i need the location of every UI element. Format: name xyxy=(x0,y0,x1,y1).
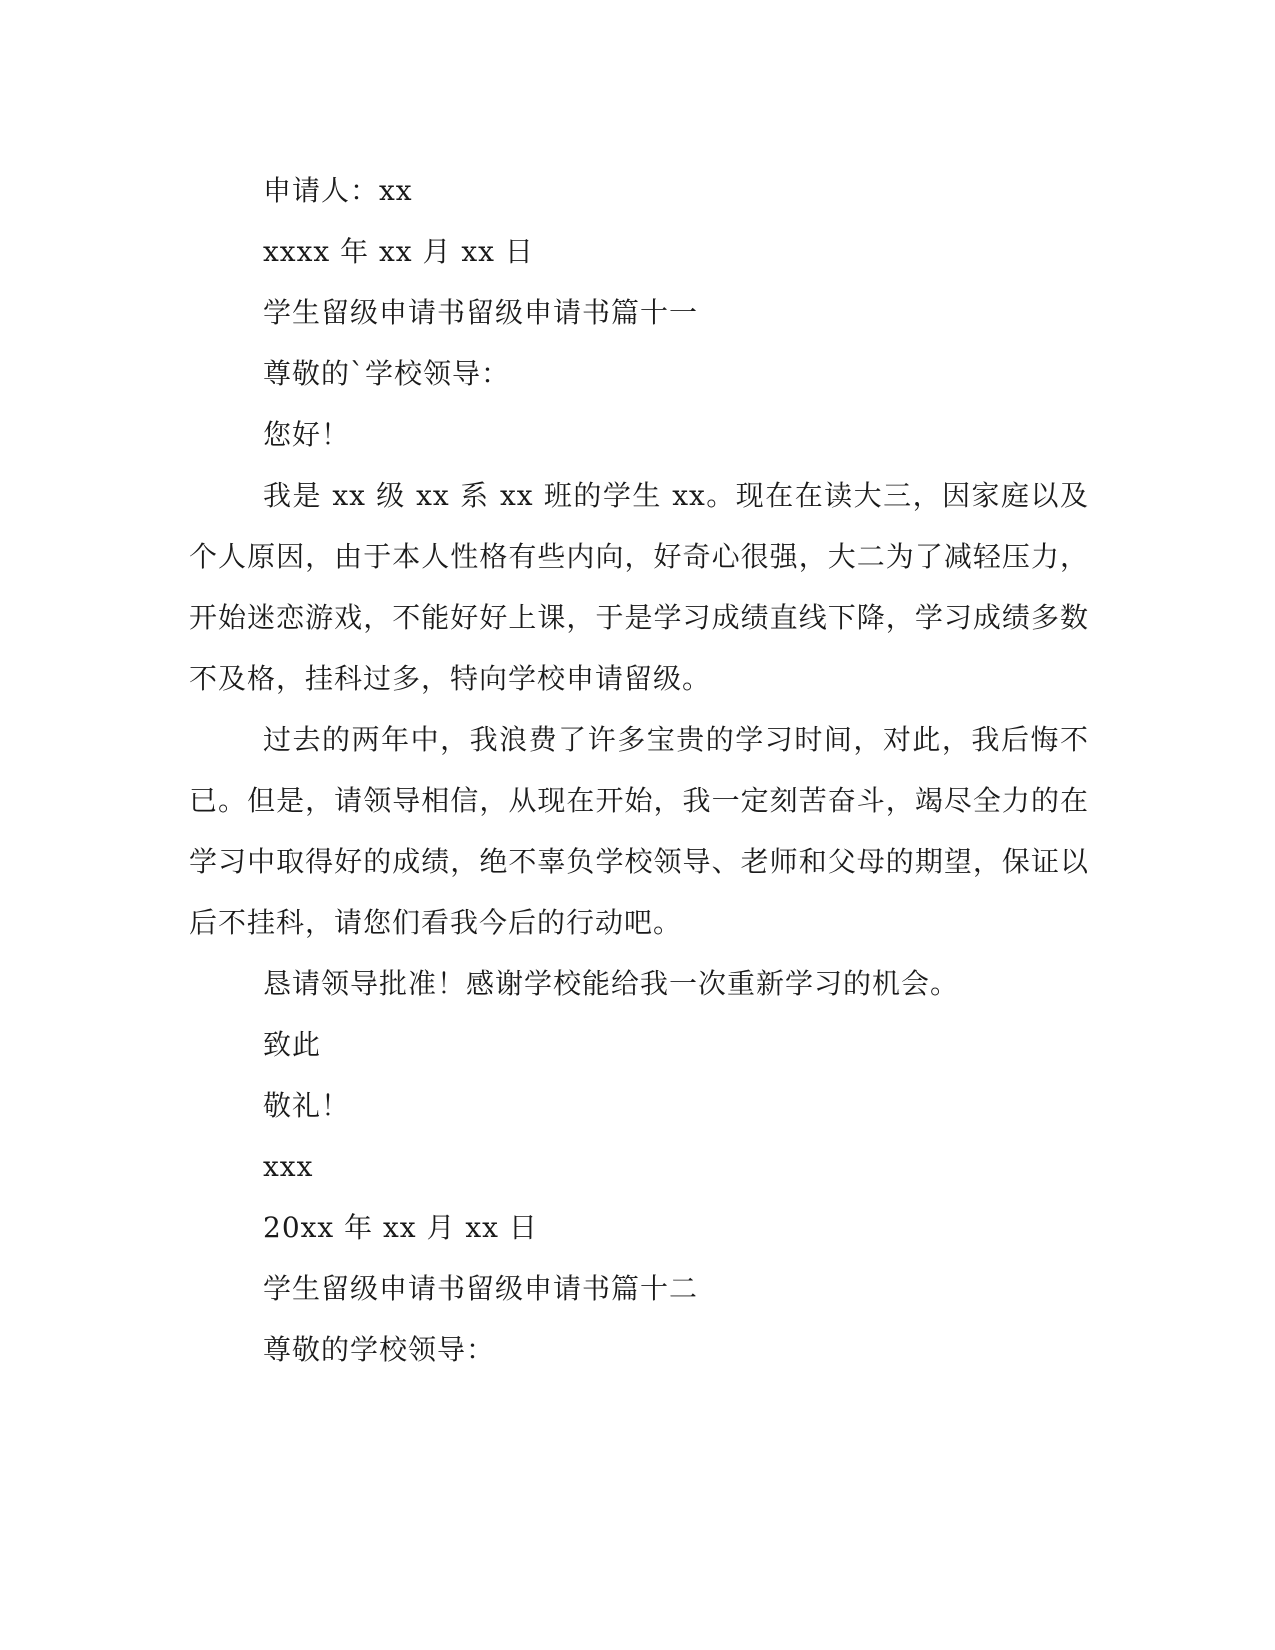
body-paragraph-1: 我是 xx 级 xx 系 xx 班的学生 xx。现在在读大三，因家庭以及个人原因，由于本人性格有些内向，好奇心很强，大二为了减轻压力，开始迷恋游戏，不能好好上课，于是学习成绩直线下降，学习成绩多数不及格，挂科过多，特向学校申请留级。 xyxy=(189,479,1089,695)
request-line: 恳请领导批准！感谢学校能给我一次重新学习的机会。 xyxy=(263,967,960,1000)
applicant-line: 申请人：xx xyxy=(263,174,413,207)
salutation-2: 尊敬的学校领导： xyxy=(263,1333,496,1366)
section-title-12: 学生留级申请书留级申请书篇十二 xyxy=(263,1272,699,1305)
closing-jingli: 敬礼！ xyxy=(263,1089,351,1122)
document-body xyxy=(189,160,1089,1380)
greeting: 您好！ xyxy=(263,418,351,451)
body-paragraph-2: 过去的两年中，我浪费了许多宝贵的学习时间，对此，我后悔不已。但是，请领导相信，从现在开始，我一定刻苦奋斗，竭尽全力的在学习中取得好的成绩，绝不辜负学校领导、老师和父母的期望，保证以后不挂科，请您们看我今后的行动吧。 xyxy=(189,723,1089,939)
section-title-11: 学生留级申请书留级申请书篇十一 xyxy=(263,296,699,329)
salutation: 尊敬的`学校领导： xyxy=(263,357,511,390)
signature: xxx xyxy=(263,1150,314,1183)
signature-date: 20xx 年 xx 月 xx 日 xyxy=(263,1211,538,1244)
closing-zhici: 致此 xyxy=(263,1028,322,1061)
date-line: xxxx 年 xx 月 xx 日 xyxy=(263,235,534,268)
